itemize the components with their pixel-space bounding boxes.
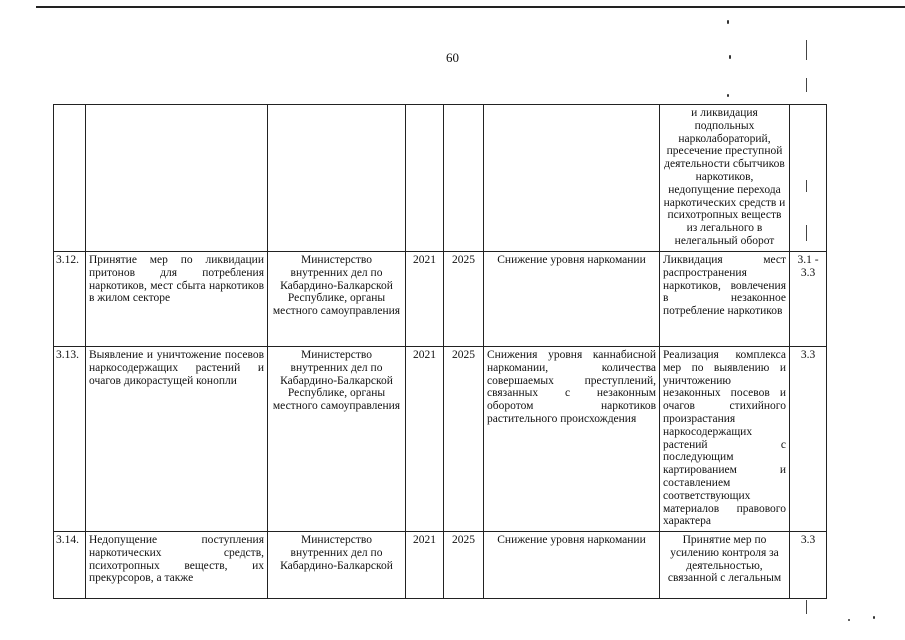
cell-year-start [406, 105, 444, 252]
scan-mark [848, 619, 850, 621]
cell-executor: Министерство внутренних дел по Кабардино-Балкарской Республике, органы местного самоуправления [268, 347, 406, 532]
cell-num: 3.12. [54, 252, 86, 347]
scan-mark [727, 94, 729, 97]
page-number: 60 [446, 50, 459, 65]
cell-year-start: 2021 [406, 252, 444, 347]
table-row [54, 105, 827, 252]
cell-executor [268, 105, 406, 252]
scan-mark [806, 40, 807, 60]
scan-mark [806, 225, 807, 241]
cell-year-end: 2025 [444, 252, 484, 347]
scan-mark [873, 616, 875, 619]
scan-mark [729, 55, 731, 59]
cell-year-end: 2025 [444, 347, 484, 532]
cell-year-end [444, 105, 484, 252]
table-row [54, 252, 827, 347]
cell-indicator [790, 105, 827, 252]
scan-mark [806, 78, 807, 92]
cell-result: Ликвидация мест распространения наркотиков, вовлечения в незаконное потребление наркотиков [660, 252, 790, 347]
top-border-line [36, 6, 905, 8]
scan-mark [806, 180, 807, 192]
cell-num: 3.14. [54, 532, 86, 599]
cell-action: Принятие мер по ликвидации притонов для потребления наркотиков, мест сбыта наркотиков в жилом секторе [86, 252, 268, 347]
cell-executor: Министерство внутренних дел по Кабардино-Балкарской Республике, органы местного самоуправления [268, 252, 406, 347]
cell-num: 3.13. [54, 347, 86, 532]
cell-goal [484, 105, 660, 252]
cell-indicator: 3.3 [790, 532, 827, 599]
cell-num [54, 105, 86, 252]
cell-action [86, 105, 268, 252]
cell-executor: Министерство внутренних дел по Кабардино-Балкарской [268, 532, 406, 599]
scan-mark [806, 600, 807, 614]
cell-indicator: 3.1 - 3.3 [790, 252, 827, 347]
table-row [54, 347, 827, 532]
cell-result: Реализация комплекса мер по выявлению и уничтожению незаконных посевов и очагов стихийного произрастания наркосодержащих растений с последующим картированием и составлением соответствующих материалов правового характера [660, 347, 790, 532]
cell-goal: Снижения уровня каннабисной наркомании, количества совершаемых преступлений, связанных с незаконным оборотом наркотиков растительного происхождения [484, 347, 660, 532]
cell-indicator: 3.3 [790, 347, 827, 532]
scan-mark [727, 20, 729, 24]
cell-goal: Снижение уровня наркомании [484, 532, 660, 599]
cell-result: Принятие мер по усилению контроля за деятельностью, связанной с легальным [660, 532, 790, 599]
cell-action: Недопущение поступления наркотических средств, психотропных веществ, их прекурсоров, а также [86, 532, 268, 599]
cell-year-start: 2021 [406, 532, 444, 599]
measures-table [53, 104, 827, 599]
cell-result: и ликвидация подпольных нарколабораторий, пресечение преступной деятельности сбытчиков наркотиков, недопущение перехода наркотических средств и психотропных веществ из легального в нелегальный оборот [660, 105, 790, 252]
cell-action: Выявление и уничтожение посевов наркосодержащих растений и очагов дикорастущей конопли [86, 347, 268, 532]
cell-year-start: 2021 [406, 347, 444, 532]
cell-year-end: 2025 [444, 532, 484, 599]
cell-goal: Снижение уровня наркомании [484, 252, 660, 347]
table-row [54, 532, 827, 599]
